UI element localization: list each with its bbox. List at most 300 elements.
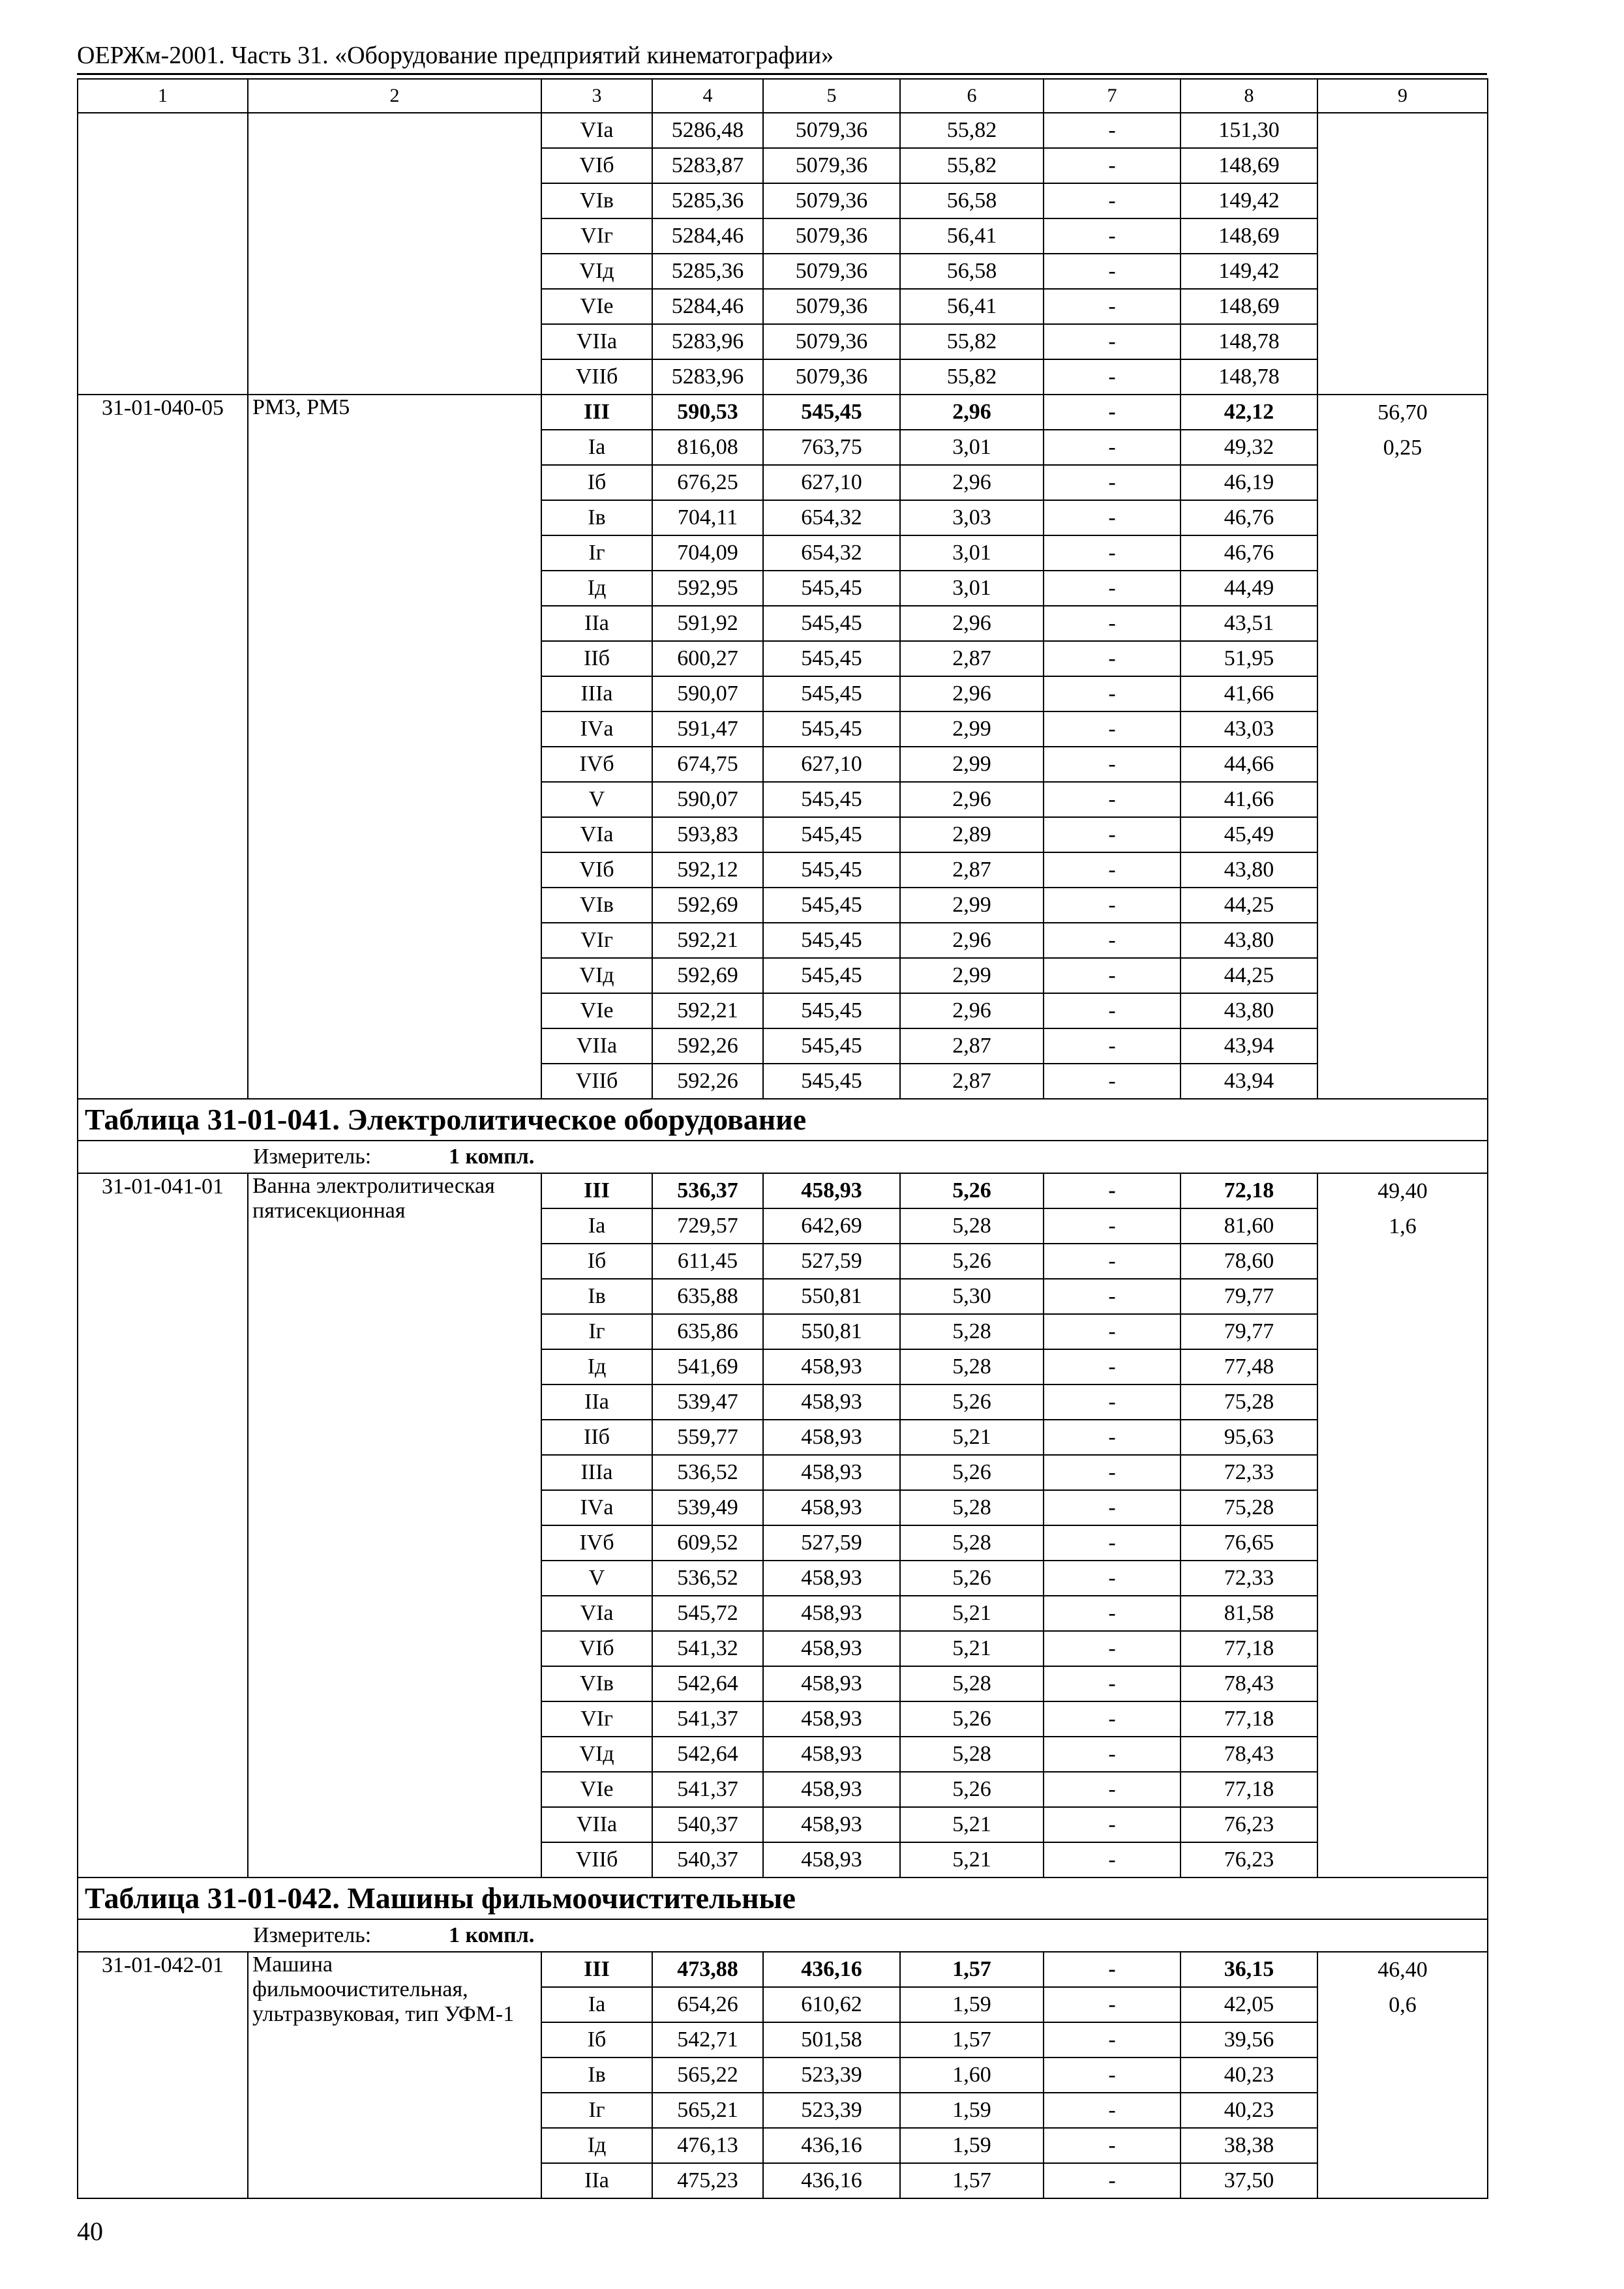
col9-value: 46,40	[1377, 1958, 1428, 1982]
value-cell: 676,25	[652, 465, 763, 500]
value-cell: 5,28	[900, 1208, 1044, 1244]
value-cell: 611,45	[652, 1244, 763, 1279]
value-cell: 44,49	[1180, 571, 1317, 606]
value-cell: -	[1044, 606, 1180, 641]
value-cell: 5,30	[900, 1279, 1044, 1314]
col9-cell	[1317, 1952, 1488, 2198]
value-cell: 5,26	[900, 1772, 1044, 1807]
value-cell: 523,39	[763, 2093, 900, 2128]
value-cell: 1,59	[900, 2128, 1044, 2163]
value-cell: 458,93	[763, 1772, 900, 1807]
value-cell: 541,37	[652, 1701, 763, 1737]
value-cell: -	[1044, 1064, 1180, 1099]
zone-cell: IVб	[541, 747, 652, 782]
value-cell: -	[1044, 1952, 1180, 1987]
value-cell: -	[1044, 395, 1180, 430]
norm-code: 31-01-041-01	[78, 1173, 248, 1878]
value-cell: 635,88	[652, 1279, 763, 1314]
column-number-row	[78, 79, 1488, 113]
table-row	[78, 1952, 1488, 1987]
value-cell: 545,45	[763, 817, 900, 852]
value-cell: 55,82	[900, 148, 1044, 183]
value-cell: 458,93	[763, 1596, 900, 1631]
zone-cell: Iг	[541, 1314, 652, 1349]
value-cell: -	[1044, 2163, 1180, 2198]
value-cell: 545,45	[763, 571, 900, 606]
col9-cell	[1317, 1173, 1488, 1878]
norm-code	[78, 113, 248, 395]
table-title-row	[78, 1099, 1488, 1141]
value-cell: 40,23	[1180, 2057, 1317, 2093]
value-cell: 541,32	[652, 1631, 763, 1666]
zone-cell: VIб	[541, 1631, 652, 1666]
value-cell: 592,69	[652, 888, 763, 923]
value-cell: 536,37	[652, 1173, 763, 1208]
value-cell: 1,57	[900, 1952, 1044, 1987]
value-cell: -	[1044, 1208, 1180, 1244]
value-cell: -	[1044, 359, 1180, 395]
zone-cell: VIIа	[541, 1807, 652, 1842]
value-cell: -	[1044, 782, 1180, 817]
zone-cell: III	[541, 1173, 652, 1208]
value-cell: 1,59	[900, 2093, 1044, 2128]
value-cell: 2,96	[900, 465, 1044, 500]
value-cell: -	[1044, 1349, 1180, 1384]
value-cell: 559,77	[652, 1420, 763, 1455]
unit-value: 1 компл.	[449, 1144, 535, 1169]
value-cell: 674,75	[652, 747, 763, 782]
value-cell: -	[1044, 2057, 1180, 2093]
value-cell: 545,45	[763, 852, 900, 888]
zone-cell: Iд	[541, 1349, 652, 1384]
zone-cell: VIе	[541, 289, 652, 324]
zone-cell: VIв	[541, 1666, 652, 1701]
zone-cell: IVб	[541, 1525, 652, 1561]
value-cell: 81,60	[1180, 1208, 1317, 1244]
zone-cell: Iг	[541, 2093, 652, 2128]
value-cell: 3,01	[900, 535, 1044, 571]
value-cell: 43,80	[1180, 923, 1317, 958]
value-cell: 5283,87	[652, 148, 763, 183]
value-cell: 3,01	[900, 571, 1044, 606]
value-cell: -	[1044, 923, 1180, 958]
value-cell: 545,45	[763, 958, 900, 993]
value-cell: 458,93	[763, 1384, 900, 1420]
value-cell: 592,69	[652, 958, 763, 993]
value-cell: 1,57	[900, 2163, 1044, 2198]
table-row	[78, 1173, 1488, 1208]
value-cell: -	[1044, 430, 1180, 465]
value-cell: 49,32	[1180, 430, 1317, 465]
value-cell: -	[1044, 571, 1180, 606]
value-cell: 38,38	[1180, 2128, 1317, 2163]
value-cell: 642,69	[763, 1208, 900, 1244]
zone-cell: VIIб	[541, 1842, 652, 1878]
value-cell: 43,94	[1180, 1064, 1317, 1099]
value-cell: 36,15	[1180, 1952, 1317, 1987]
value-cell: 5,26	[900, 1561, 1044, 1596]
column-number: 8	[1180, 79, 1317, 113]
value-cell: -	[1044, 641, 1180, 676]
zone-cell: VIв	[541, 888, 652, 923]
value-cell: 46,19	[1180, 465, 1317, 500]
zone-cell: IIа	[541, 606, 652, 641]
header-rule	[77, 73, 1487, 75]
unit-row	[78, 1919, 1488, 1952]
value-cell: 45,49	[1180, 817, 1317, 852]
value-cell: -	[1044, 1737, 1180, 1772]
zone-cell: IIб	[541, 641, 652, 676]
value-cell: 627,10	[763, 747, 900, 782]
value-cell: 5079,36	[763, 254, 900, 289]
value-cell: 539,47	[652, 1384, 763, 1420]
col9-value: 49,40	[1377, 1179, 1428, 1203]
value-cell: -	[1044, 1420, 1180, 1455]
value-cell: 590,53	[652, 395, 763, 430]
zone-cell: VIе	[541, 1772, 652, 1807]
value-cell: 55,82	[900, 359, 1044, 395]
value-cell: 5,28	[900, 1737, 1044, 1772]
value-cell: 39,56	[1180, 2022, 1317, 2057]
unit-label: Измеритель:	[253, 1144, 372, 1169]
value-cell: 5284,46	[652, 289, 763, 324]
value-cell: 627,10	[763, 465, 900, 500]
value-cell: 1,60	[900, 2057, 1044, 2093]
zone-cell: Iг	[541, 535, 652, 571]
value-cell: -	[1044, 148, 1180, 183]
column-number: 1	[78, 79, 248, 113]
value-cell: 593,83	[652, 817, 763, 852]
value-cell: 458,93	[763, 1701, 900, 1737]
value-cell: 2,99	[900, 958, 1044, 993]
zone-cell: VIв	[541, 183, 652, 218]
value-cell: 2,99	[900, 711, 1044, 747]
value-cell: 5286,48	[652, 113, 763, 148]
value-cell: 75,28	[1180, 1490, 1317, 1525]
unit-row	[78, 1141, 1488, 1173]
value-cell: -	[1044, 535, 1180, 571]
value-cell: 5284,46	[652, 218, 763, 254]
zone-cell: Iа	[541, 430, 652, 465]
value-cell: 458,93	[763, 1490, 900, 1525]
col9-cell	[1317, 395, 1488, 1099]
zone-cell: IIа	[541, 1384, 652, 1420]
value-cell: -	[1044, 1842, 1180, 1878]
unit-cell	[78, 1141, 1488, 1173]
value-cell: 545,45	[763, 782, 900, 817]
value-cell: 536,52	[652, 1455, 763, 1490]
value-cell: 763,75	[763, 430, 900, 465]
value-cell: 542,64	[652, 1737, 763, 1772]
value-cell: 2,96	[900, 993, 1044, 1028]
value-cell: -	[1044, 1244, 1180, 1279]
value-cell: 591,47	[652, 711, 763, 747]
value-cell: 2,96	[900, 923, 1044, 958]
value-cell: 43,03	[1180, 711, 1317, 747]
zone-cell: VIб	[541, 852, 652, 888]
value-cell: 43,51	[1180, 606, 1317, 641]
value-cell: 77,18	[1180, 1631, 1317, 1666]
value-cell: -	[1044, 2022, 1180, 2057]
value-cell: 55,82	[900, 324, 1044, 359]
zone-cell: Iд	[541, 2128, 652, 2163]
unit-label: Измеритель:	[253, 1923, 372, 1947]
zone-cell: VIIб	[541, 359, 652, 395]
value-cell: 75,28	[1180, 1384, 1317, 1420]
value-cell: -	[1044, 1028, 1180, 1064]
value-cell: 44,25	[1180, 958, 1317, 993]
running-header: ОЕРЖм-2001. Часть 31. «Оборудование предприятий кинематографии»	[77, 42, 834, 69]
value-cell: 458,93	[763, 1349, 900, 1384]
value-cell: 42,05	[1180, 1987, 1317, 2022]
zone-cell: Iа	[541, 1208, 652, 1244]
value-cell: 550,81	[763, 1314, 900, 1349]
value-cell: 81,58	[1180, 1596, 1317, 1631]
zone-cell: III	[541, 1952, 652, 1987]
value-cell: 545,45	[763, 888, 900, 923]
value-cell: 5,21	[900, 1842, 1044, 1878]
zone-cell: VIб	[541, 148, 652, 183]
value-cell: -	[1044, 2128, 1180, 2163]
value-cell: 545,45	[763, 1064, 900, 1099]
value-cell: 5,21	[900, 1631, 1044, 1666]
table-title: Таблица 31-01-042. Машины фильмоочистительные	[78, 1878, 1488, 1919]
value-cell: 151,30	[1180, 113, 1317, 148]
column-number: 6	[900, 79, 1044, 113]
value-cell: 635,86	[652, 1314, 763, 1349]
value-cell: 545,45	[763, 395, 900, 430]
value-cell: -	[1044, 1173, 1180, 1208]
value-cell: 56,41	[900, 289, 1044, 324]
value-cell: 56,58	[900, 183, 1044, 218]
value-cell: -	[1044, 113, 1180, 148]
norm-code: 31-01-042-01	[78, 1952, 248, 2198]
zone-cell: VIг	[541, 218, 652, 254]
value-cell: 76,65	[1180, 1525, 1317, 1561]
zone-cell: VIг	[541, 923, 652, 958]
value-cell: 704,11	[652, 500, 763, 535]
value-cell: -	[1044, 1772, 1180, 1807]
value-cell: -	[1044, 1987, 1180, 2022]
value-cell: 148,69	[1180, 289, 1317, 324]
value-cell: 565,22	[652, 2057, 763, 2093]
value-cell: 5,26	[900, 1455, 1044, 1490]
table-row	[78, 113, 1488, 148]
value-cell: -	[1044, 817, 1180, 852]
value-cell: 2,87	[900, 852, 1044, 888]
value-cell: -	[1044, 676, 1180, 711]
value-cell: 458,93	[763, 1842, 900, 1878]
zone-cell: IVа	[541, 711, 652, 747]
value-cell: 2,96	[900, 606, 1044, 641]
value-cell: 5,21	[900, 1420, 1044, 1455]
value-cell: 5,21	[900, 1807, 1044, 1842]
value-cell: 545,72	[652, 1596, 763, 1631]
value-cell: 76,23	[1180, 1842, 1317, 1878]
value-cell: -	[1044, 1701, 1180, 1737]
value-cell: 458,93	[763, 1420, 900, 1455]
value-cell: 43,94	[1180, 1028, 1317, 1064]
value-cell: 458,93	[763, 1737, 900, 1772]
value-cell: 37,50	[1180, 2163, 1317, 2198]
value-cell: -	[1044, 1384, 1180, 1420]
value-cell: 545,45	[763, 641, 900, 676]
value-cell: 40,23	[1180, 2093, 1317, 2128]
norm-code: 31-01-040-05	[78, 395, 248, 1099]
zone-cell: Iб	[541, 2022, 652, 2057]
zone-cell: VIд	[541, 254, 652, 289]
value-cell: 545,45	[763, 1028, 900, 1064]
value-cell: 590,07	[652, 676, 763, 711]
value-cell: 56,58	[900, 254, 1044, 289]
value-cell: 729,57	[652, 1208, 763, 1244]
value-cell: 1,57	[900, 2022, 1044, 2057]
value-cell: -	[1044, 218, 1180, 254]
zone-cell: V	[541, 782, 652, 817]
zone-cell: IIб	[541, 1420, 652, 1455]
value-cell: -	[1044, 747, 1180, 782]
col9-value: 0,6	[1389, 1993, 1417, 2017]
value-cell: 43,80	[1180, 993, 1317, 1028]
value-cell: 2,96	[900, 395, 1044, 430]
value-cell: 5,28	[900, 1314, 1044, 1349]
col9-value: 1,6	[1389, 1214, 1417, 1238]
norm-name	[248, 113, 541, 395]
value-cell: 501,58	[763, 2022, 900, 2057]
zone-cell: VIг	[541, 1701, 652, 1737]
value-cell: -	[1044, 1666, 1180, 1701]
value-cell: 458,93	[763, 1807, 900, 1842]
value-cell: 5079,36	[763, 359, 900, 395]
value-cell: 77,48	[1180, 1349, 1317, 1384]
value-cell: 149,42	[1180, 254, 1317, 289]
value-cell: -	[1044, 1596, 1180, 1631]
value-cell: 5285,36	[652, 183, 763, 218]
zone-cell: VIа	[541, 817, 652, 852]
value-cell: 704,09	[652, 535, 763, 571]
value-cell: 42,12	[1180, 395, 1317, 430]
value-cell: 654,32	[763, 535, 900, 571]
value-cell: -	[1044, 888, 1180, 923]
value-cell: 148,69	[1180, 148, 1317, 183]
norm-name: Ванна электролитическая пятисекционная	[248, 1173, 541, 1878]
value-cell: 592,95	[652, 571, 763, 606]
value-cell: 542,64	[652, 1666, 763, 1701]
value-cell: 5,28	[900, 1525, 1044, 1561]
value-cell: -	[1044, 993, 1180, 1028]
value-cell: 5,28	[900, 1666, 1044, 1701]
value-cell: -	[1044, 324, 1180, 359]
zone-cell: Iа	[541, 1987, 652, 2022]
value-cell: 545,45	[763, 676, 900, 711]
value-cell: -	[1044, 254, 1180, 289]
value-cell: 816,08	[652, 430, 763, 465]
value-cell: 527,59	[763, 1244, 900, 1279]
value-cell: 540,37	[652, 1807, 763, 1842]
value-cell: -	[1044, 1314, 1180, 1349]
value-cell: 475,23	[652, 2163, 763, 2198]
value-cell: 44,25	[1180, 888, 1317, 923]
value-cell: 76,23	[1180, 1807, 1317, 1842]
value-cell: 43,80	[1180, 852, 1317, 888]
value-cell: 550,81	[763, 1279, 900, 1314]
table-row	[78, 395, 1488, 430]
zone-cell: VIд	[541, 958, 652, 993]
value-cell: -	[1044, 289, 1180, 324]
value-cell: 536,52	[652, 1561, 763, 1596]
column-number: 5	[763, 79, 900, 113]
value-cell: 591,92	[652, 606, 763, 641]
col9-value: 0,25	[1383, 436, 1422, 460]
value-cell: 5079,36	[763, 289, 900, 324]
value-cell: 77,18	[1180, 1701, 1317, 1737]
value-cell: -	[1044, 711, 1180, 747]
column-number: 9	[1317, 79, 1488, 113]
value-cell: 545,45	[763, 711, 900, 747]
value-cell: 592,12	[652, 852, 763, 888]
zone-cell: IIа	[541, 2163, 652, 2198]
value-cell: 541,69	[652, 1349, 763, 1384]
value-cell: 458,93	[763, 1561, 900, 1596]
column-number: 4	[652, 79, 763, 113]
value-cell: -	[1044, 2093, 1180, 2128]
value-cell: 565,21	[652, 2093, 763, 2128]
zone-cell: VIIа	[541, 324, 652, 359]
col9-cell	[1317, 113, 1488, 395]
value-cell: 600,27	[652, 641, 763, 676]
value-cell: -	[1044, 1561, 1180, 1596]
zone-cell: VIе	[541, 993, 652, 1028]
value-cell: 541,37	[652, 1772, 763, 1807]
zone-cell: VIIб	[541, 1064, 652, 1099]
zone-cell: III	[541, 395, 652, 430]
value-cell: -	[1044, 1455, 1180, 1490]
value-cell: 79,77	[1180, 1314, 1317, 1349]
value-cell: 540,37	[652, 1842, 763, 1878]
value-cell: 610,62	[763, 1987, 900, 2022]
value-cell: 458,93	[763, 1666, 900, 1701]
value-cell: -	[1044, 1490, 1180, 1525]
value-cell: 56,41	[900, 218, 1044, 254]
zone-cell: Iв	[541, 500, 652, 535]
value-cell: 523,39	[763, 2057, 900, 2093]
value-cell: 2,99	[900, 888, 1044, 923]
zone-cell: V	[541, 1561, 652, 1596]
value-cell: 590,07	[652, 782, 763, 817]
zone-cell: Iв	[541, 2057, 652, 2093]
value-cell: -	[1044, 1525, 1180, 1561]
value-cell: 5079,36	[763, 148, 900, 183]
value-cell: 5285,36	[652, 254, 763, 289]
zone-cell: IVа	[541, 1490, 652, 1525]
zone-cell: VIа	[541, 113, 652, 148]
value-cell: 41,66	[1180, 782, 1317, 817]
value-cell: 3,01	[900, 430, 1044, 465]
value-cell: 2,99	[900, 747, 1044, 782]
value-cell: 148,78	[1180, 324, 1317, 359]
value-cell: 149,42	[1180, 183, 1317, 218]
value-cell: 2,87	[900, 1064, 1044, 1099]
value-cell: 609,52	[652, 1525, 763, 1561]
value-cell: 5,21	[900, 1596, 1044, 1631]
value-cell: 46,76	[1180, 500, 1317, 535]
value-cell: 458,93	[763, 1455, 900, 1490]
value-cell: 2,87	[900, 1028, 1044, 1064]
unit-value: 1 компл.	[449, 1923, 535, 1947]
value-cell: 5079,36	[763, 218, 900, 254]
value-cell: 5,28	[900, 1490, 1044, 1525]
value-cell: 2,96	[900, 676, 1044, 711]
